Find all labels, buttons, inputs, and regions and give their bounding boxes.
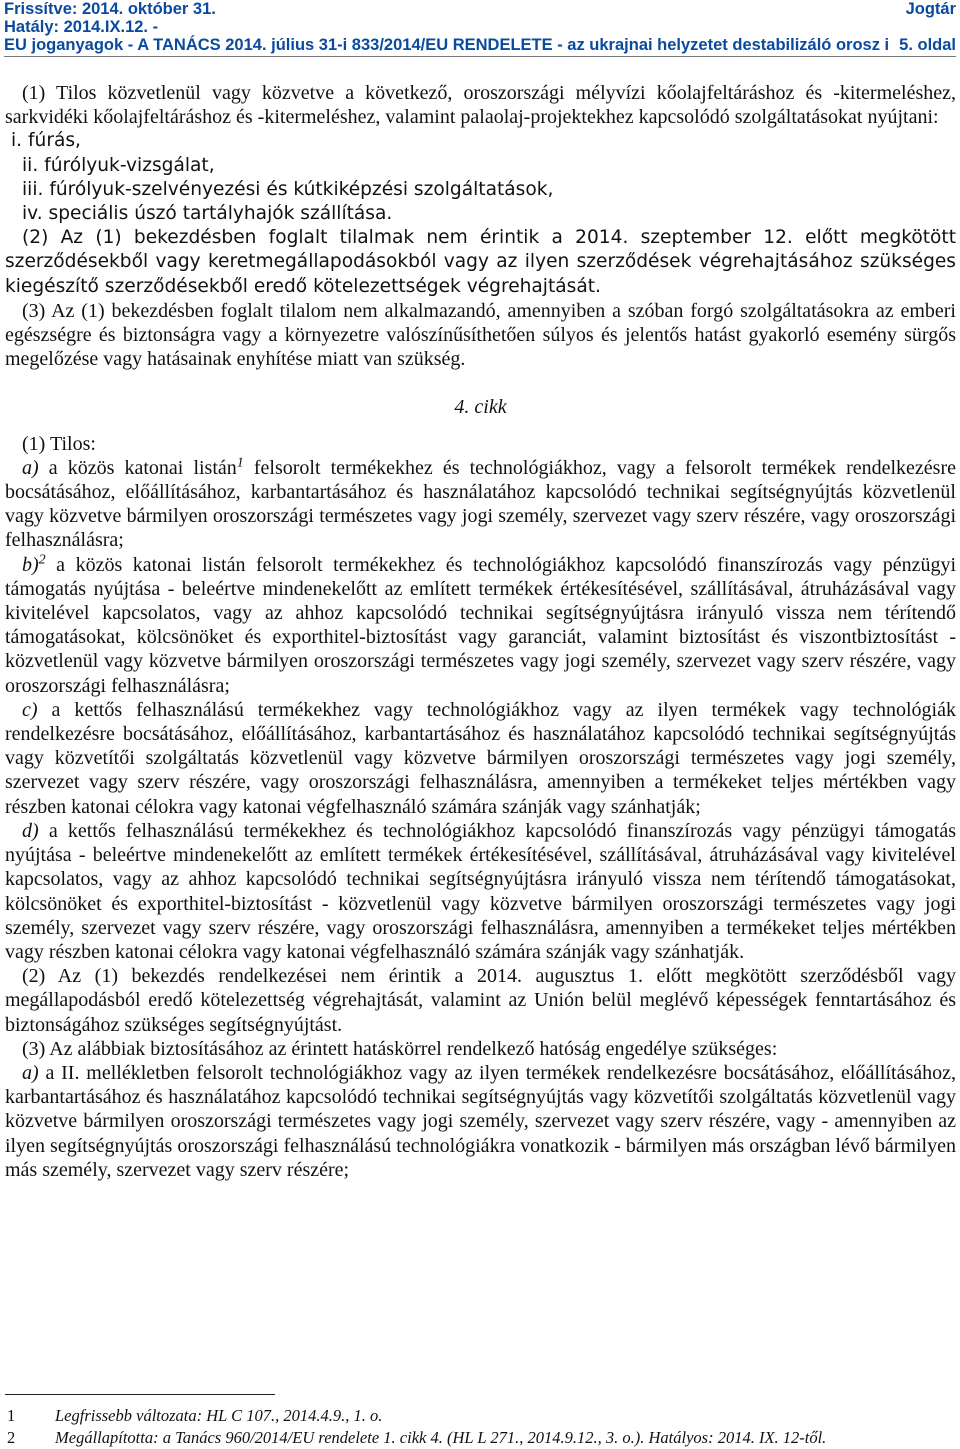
footnote-1-text: Legfrissebb változata: HL C 107., 2014.4.9., 1. o. <box>55 1406 383 1425</box>
point-3a <box>5 1061 956 1182</box>
page-number: 5. oldal <box>899 36 956 54</box>
point-c-label: c) <box>22 698 38 721</box>
point-c-text: a kettős felhasználású termékekhez vagy technológiákhoz vagy az ilyen termékek vagy technológiák rendelkezésre bocsátásához, előállításához, karbantartásához és használatához kapcsolódó technikai segítségnyújtás vagy közvetítői szolgáltatás közvetlenül vagy közvetve bármilyen oroszországi természetes vagy jogi személy, szervezet vagy szerv részére, vagy oroszországi felhasználásra, amennyiben a termékeket teljes mértékben vagy részben katonai célokra vagy katonai végfelhasználó számára szánják vagy szánhatják; <box>5 698 956 818</box>
footnote-1-number: 1 <box>7 1406 16 1425</box>
effective-date: Hatály: 2014.IX.12. - <box>4 18 159 36</box>
footnote-ref-2[interactable]: 2 <box>38 552 46 567</box>
footnote-2-text: Megállapította: a Tanács 960/2014/EU rendelete 1. cikk 4. (HL L 271., 2014.9.12., 3. o.). Hatályos: 2014. IX. 12-től. <box>55 1428 827 1447</box>
paragraph-3-3: (3) Az (1) bekezdésben foglalt tilalom nem alkalmazandó, amennyiben a szóban forgó szolgáltatásokra az emberi egészségre és biztonságra vagy a környezetre valószínűsíthetően súlyos és jelentős hatást gyakorló esemény sürgős megelőzése vagy hatásainak enyhítése miatt van szükség. <box>5 299 956 371</box>
point-a-text-2: felsorolt termékekhez és technológiákhoz, vagy a felsorolt termékek rendelkezésre bocsátásához, előállításához, karbantartásához és használatához kapcsolódó technikai segítségnyújtás közvetlenül vagy közvetve bármilyen oroszországi természetes vagy jogi személy, szervezet vagy szerv részére, vagy oroszországi felhasználásra; <box>5 456 956 552</box>
header-row-2 <box>4 18 956 36</box>
point-a <box>5 456 956 553</box>
header-divider <box>4 56 956 57</box>
paragraph-4-1: (1) Tilos: <box>22 432 96 455</box>
header-row-3 <box>4 36 956 54</box>
header-row-1 <box>4 0 956 18</box>
document-header <box>4 0 956 72</box>
point-b <box>5 553 956 698</box>
point-a-text-1: a közös katonai listán <box>38 456 237 479</box>
paragraph-4-3: (3) Az alábbiak biztosításához az érintett hatáskörrel rendelkező hatóság engedélye szükséges: <box>22 1037 778 1060</box>
list-item-i: i. fúrás, <box>11 130 81 152</box>
list-item-ii: ii. fúrólyuk-vizsgálat, <box>22 154 215 176</box>
point-d <box>5 819 956 964</box>
paragraph-4-2: (2) Az (1) bekezdés rendelkezései nem érintik a 2014. augusztus 1. előtt megkötött szerződésből vagy megállapodásból eredő kötelezettség végrehajtását, valamint az Unión belül meglévő képességek fenntartásához és biztonságához szükséges segítségnyújtást. <box>5 965 956 1036</box>
point-3a-label: a) <box>22 1061 39 1084</box>
point-a-label: a) <box>22 456 39 479</box>
document-title: EU joganyagok - A TANÁCS 2014. július 31-i 833/2014/EU RENDELETE - az ukrajnai helyzetet destabilizáló orosz i <box>4 36 890 54</box>
footnote-1 <box>5 1405 956 1427</box>
point-b-text: a közös katonai listán felsorolt termékekhez és technológiákhoz kapcsolódó finanszírozás vagy pénzügyi támogatás nyújtása - beleértve mindenekelőtt az említett termékek értékesítésével, szállításával, átruházásával vagy kivitelével kapcsolatos, vagy az ahhoz kapcsolódó technikai segítségnyújtásra irányuló vissza nem térítendő támogatásokat, kölcsönöket és exporthitel-biztosítást vagy garanciát, valamint biztosítást és viszontbiztosítást - közvetlenül vagy közvetve bármilyen oroszországi természetes vagy jogi személy, szervezet vagy szerv részére, vagy oroszországi felhasználásra; <box>5 553 956 697</box>
footnote-ref-1[interactable]: 1 <box>236 455 244 471</box>
paragraph-3-2: (2) Az (1) bekezdésben foglalt tilalmak nem érintik a 2014. szeptember 12. előtt megkötött szerződésekből vagy keretmegállapodásokból vagy az ilyen szerződések végrehajtásához szükséges kiegészítő szerződésekből eredő kötelezettségek végrehajtását. <box>5 227 956 297</box>
point-c <box>5 698 956 819</box>
point-b-label: b) <box>22 553 39 576</box>
article-heading: 4. cikk <box>454 396 507 419</box>
footnote-2 <box>5 1427 956 1449</box>
footnote-2-number: 2 <box>7 1428 16 1447</box>
point-d-label: d) <box>22 819 39 842</box>
point-3a-text: a II. mellékletben felsorolt technológiákhoz vagy az ilyen termékek rendelkezésre bocsátásához, előállításához, karbantartásához és használatához kapcsolódó technikai segítségnyújtás vagy közvetítői szolgáltatás közvetlenül vagy közvetve bármilyen oroszországi természetes vagy jogi személy, szervezet vagy szerv részére, vagy - amennyiben az ilyen segítségnyújtás oroszországi felhasználású technológiákra vonatkozik - bármilyen más országban lévő bármilyen más személy, szervezet vagy szerv részére; <box>5 1061 956 1181</box>
brand-name: Jogtár <box>905 0 956 18</box>
footnote-divider <box>5 1394 275 1395</box>
footnotes <box>5 1394 956 1449</box>
list-item-iv: iv. speciális úszó tartályhajók szállítása. <box>22 203 393 225</box>
list-item-iii: iii. fúrólyuk-szelvényezési és kútkiképzési szolgáltatások, <box>22 178 554 200</box>
document-body <box>5 81 956 1182</box>
updated-date: Frissítve: 2014. október 31. <box>4 0 216 18</box>
point-d-text: a kettős felhasználású termékekhez és technológiákhoz kapcsolódó finanszírozás vagy pénzügyi támogatás nyújtása - beleértve mindenekelőtt az említett termékek értékesítésével, szállításával, átruházásával vagy kivitelével kapcsolatos, vagy az ahhoz kapcsolódó technikai segítségnyújtásra irányuló vissza nem térítendő támogatásokat, kölcsönöket és exporthitel-biztosítást - közvetlenül vagy közvetve bármilyen oroszországi természetes vagy jogi személy, szervezet vagy szerv részére, vagy oroszországi felhasználásra, amennyiben a termékeket teljes mértékben vagy részben katonai célokra vagy katonai végfelhasználó számára szánják vagy szánhatják. <box>5 819 956 963</box>
paragraph-3-1: (1) Tilos közvetlenül vagy közvetve a következő, oroszországi mélyvízi kőolajfeltáráshoz és -kitermeléshez, sarkvidéki kőolajfeltáráshoz és -kitermeléshez, valamint palaolaj-projektekhez kapcsolódó szolgáltatásokat nyújtani: <box>5 82 956 129</box>
